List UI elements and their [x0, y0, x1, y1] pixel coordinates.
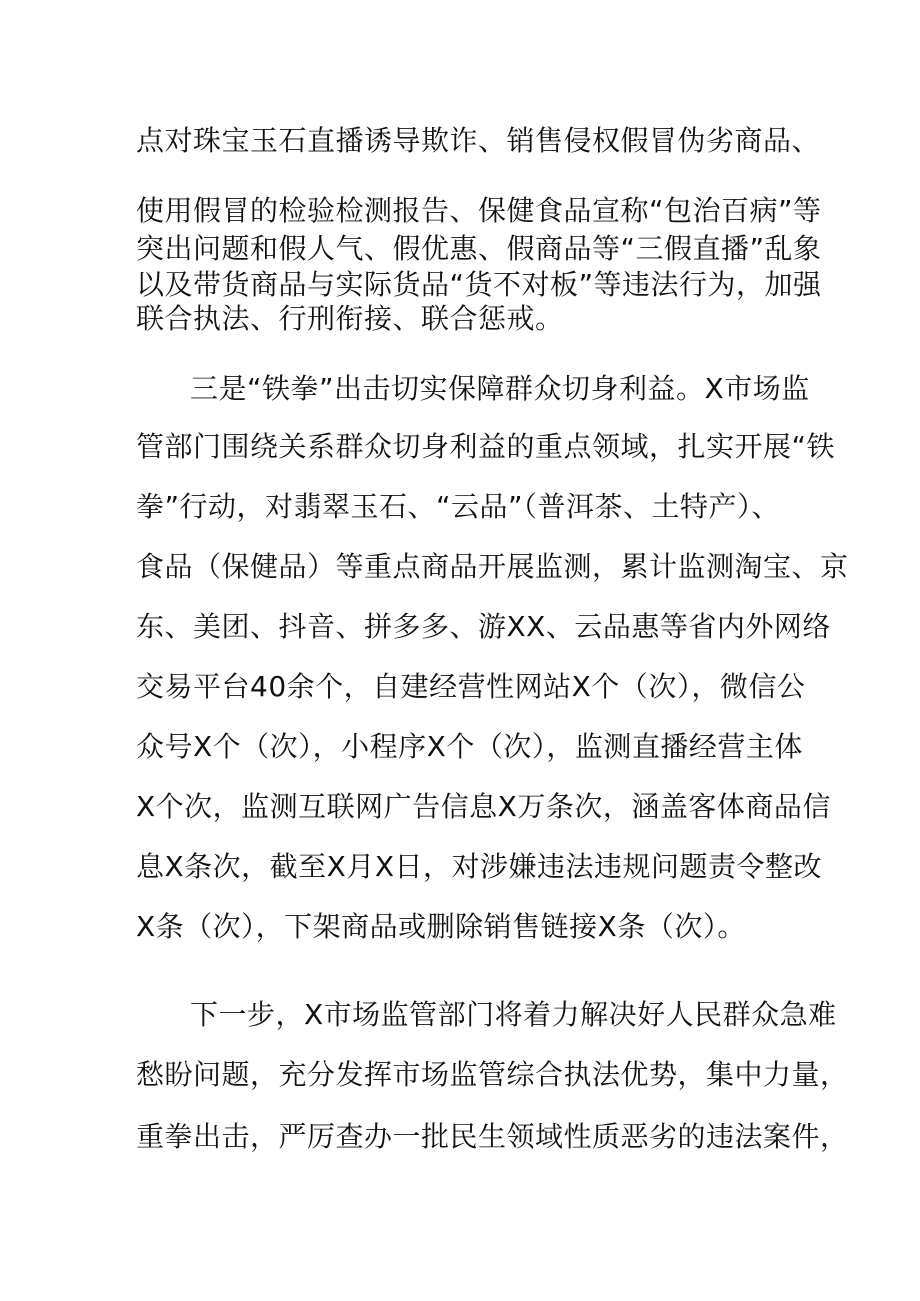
text-line: 管部门围绕关系群众切身利益的重点领域，扎实开展“铁 [136, 430, 836, 463]
text-line: 下一步，X市场监管部门将着力解决好人民群众急难 [190, 998, 837, 1031]
text-line: 联合执法、行刑衔接、联合惩戒。 [136, 302, 564, 335]
text-line: 点对珠宝玉石直播诱导欺诈、销售侵权假冒伪劣商品、 [136, 124, 821, 157]
text-line: X个次，监测互联网广告信息X万条次，涵盖客体商品信 [136, 790, 831, 823]
text-line: 突出问题和假人气、假优惠、假商品等“三假直播”乱象 [136, 232, 822, 265]
text-line: X条（次），下架商品或删除销售链接X条（次）。 [136, 910, 746, 943]
text-line: 三是“铁拳”出击切实保障群众切身利益。X市场监 [190, 372, 810, 405]
text-line: 息X条次，截至X月X日，对涉嫌违法违规问题责令整改 [136, 850, 823, 883]
text-line: 东、美团、抖音、拼多多、游XX、云品惠等省内外网络 [136, 610, 831, 643]
text-line: 重拳出击，严厉查办一批民生领域性质恶劣的违法案件， [136, 1120, 849, 1153]
text-line: 使用假冒的检验检测报告、保健食品宣称“包治百病”等 [136, 194, 822, 227]
text-line: 愁盼问题，充分发挥市场监管综合执法优势，集中力量， [136, 1058, 849, 1091]
text-line: 众号X个（次），小程序X个（次），监测直播经营主体 [136, 730, 803, 763]
text-line: 以及带货商品与实际货品“货不对板”等违法行为，加强 [136, 268, 822, 301]
text-line: 食品（保健品）等重点商品开展监测，累计监测淘宝、京 [136, 550, 849, 583]
text-line: 拳”行动，对翡翠玉石、“云品”（普洱茶、土特产）、 [136, 490, 781, 523]
text-line: 交易平台40余个，自建经营性网站X个（次），微信公 [136, 670, 806, 703]
